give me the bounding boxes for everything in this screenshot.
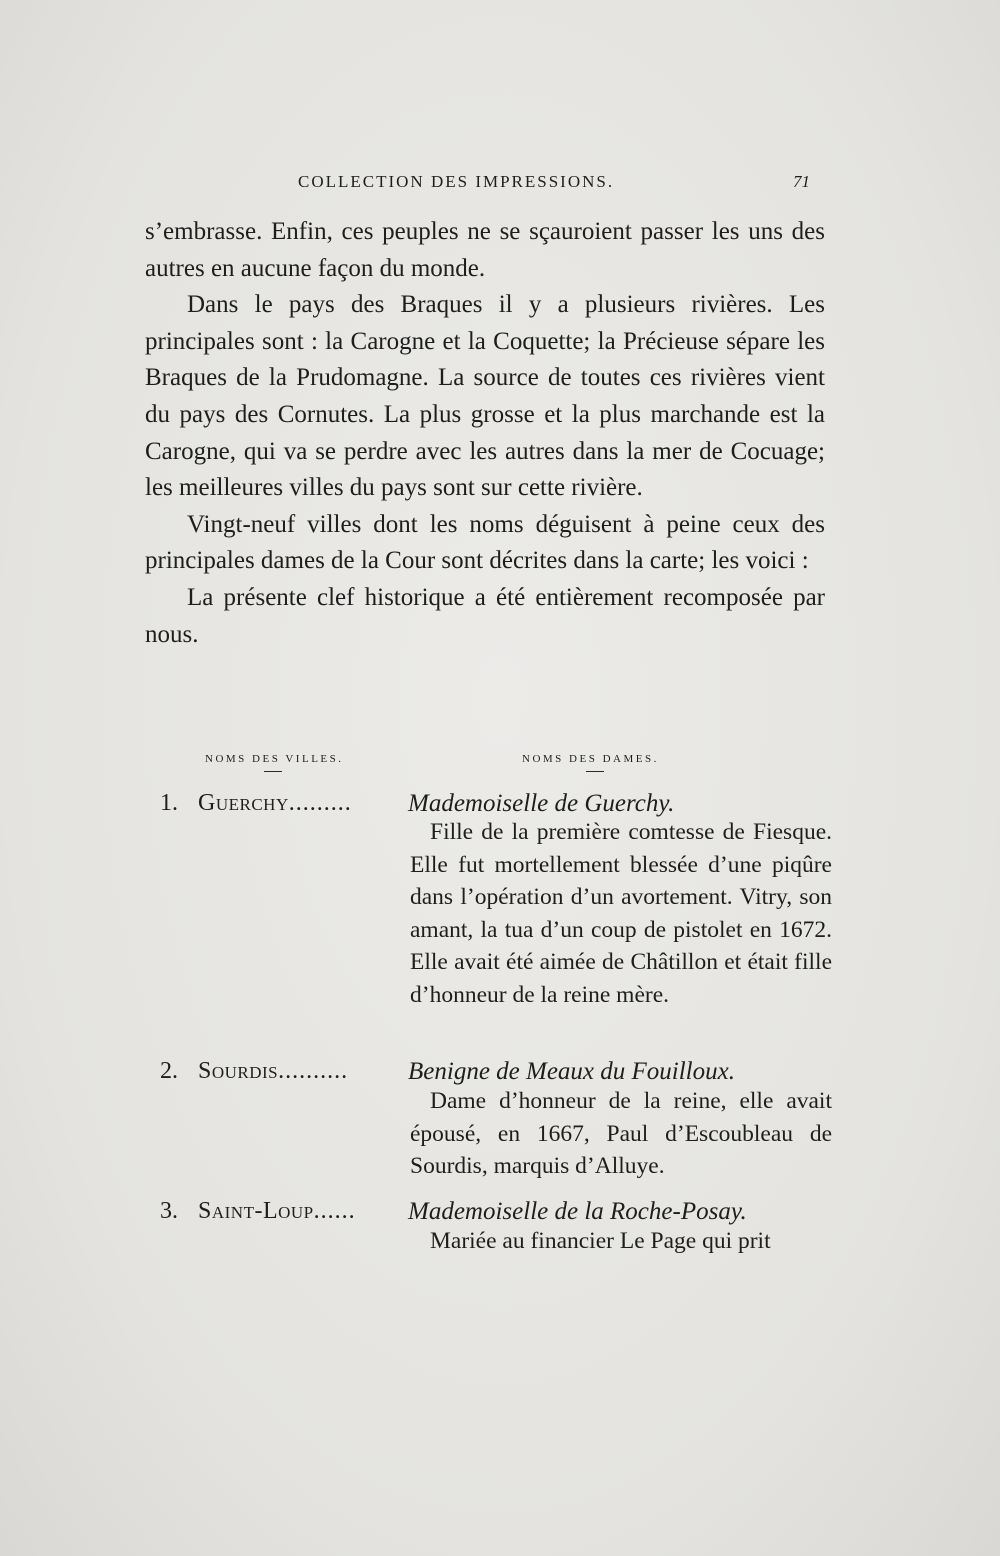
- entry-lady: Benigne de Meaux du Fouilloux.: [408, 1058, 735, 1085]
- entry-lady: Mademoiselle de la Roche-Posay.: [408, 1198, 747, 1225]
- body-text: [145, 214, 825, 653]
- city-name: Sourdis: [198, 1058, 279, 1084]
- leader-dots: ......: [313, 1198, 356, 1224]
- divider: [264, 771, 282, 772]
- column-header-dames: NOMS DES DAMES.: [522, 753, 659, 765]
- city-name: Guerchy: [198, 790, 289, 816]
- leader-dots: .........: [288, 790, 352, 816]
- city-name: Saint-Loup: [198, 1198, 314, 1224]
- divider: [586, 771, 604, 772]
- description-text: Mariée au financier Le Page qui prit: [430, 1228, 771, 1254]
- description-text: Dame d’honneur de la reine, elle avait épousé, en 1667, Paul d’Escoubleau de Sourdis, marquis d’Alluye.: [410, 1088, 832, 1180]
- leader-dots: ..........: [278, 1058, 349, 1084]
- paragraph: s’embrasse. Enfin, ces peuples ne se sçauroient passer les uns des autres en aucune façon du monde.: [145, 218, 825, 282]
- paragraph: Dans le pays des Braques il y a plusieurs rivières. Les principales sont : la Carogne et la Coquette; la Précieuse sépare les Braques de la Prudomagne. La source de toutes ces rivières vient du pays des Cornutes. La plus grosse et la plus marchande est la Carogne, qui va se perdre avec les autres dans la mer de Cocuage; les meilleures villes du pays sont sur cette rivière.: [145, 291, 825, 502]
- page-number: 71: [793, 172, 810, 191]
- entry-city: [198, 1198, 356, 1225]
- column-header-villes: NOMS DES VILLES.: [205, 753, 344, 765]
- entry-description: [410, 816, 832, 1012]
- running-head-title: COLLECTION DES IMPRESSIONS.: [298, 172, 615, 191]
- description-text: Fille de la première comtesse de Fiesque. Elle fut mortellement blessée d’une piqûre dans l’opération d’un avortement. Vitry, son amant, la tua d’un coup de pistolet en 1672. Elle avait été aimée de Châtillon et était fille d’honneur de la reine mère.: [410, 819, 832, 1008]
- paragraph: La présente clef historique a été entièrement recomposée par nous.: [145, 583, 825, 648]
- entry-number: 2.: [160, 1058, 178, 1084]
- entry-description: [410, 1225, 832, 1258]
- entry-city: [198, 790, 352, 817]
- entry-lady: Mademoiselle de Guerchy.: [408, 790, 675, 817]
- entry-number: 1.: [160, 790, 178, 816]
- entry-description: [410, 1085, 832, 1183]
- paragraph: Vingt-neuf villes dont les noms déguisent à peine ceux des principales dames de la Cour sont décrites dans la carte; les voici :: [145, 510, 825, 575]
- entry-city: [198, 1058, 348, 1085]
- entry-number: 3.: [160, 1198, 178, 1224]
